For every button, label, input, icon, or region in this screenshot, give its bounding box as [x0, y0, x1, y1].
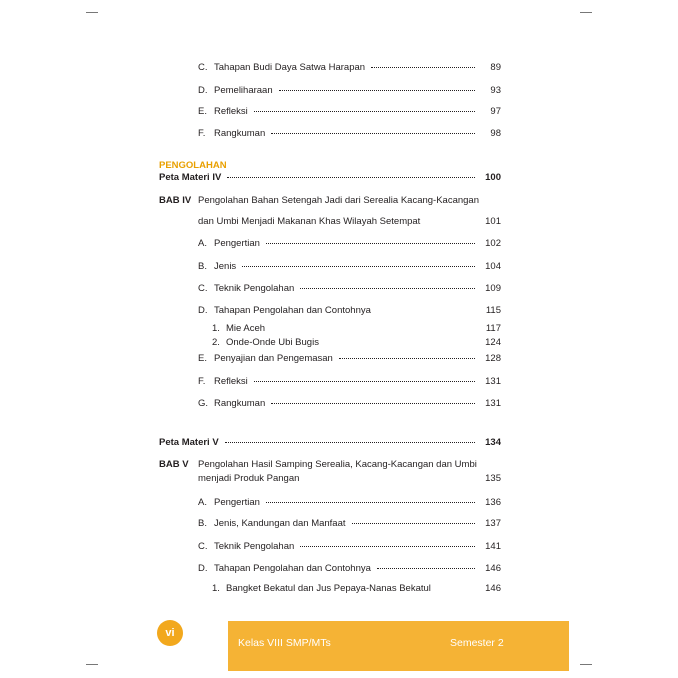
entry-number: 1.: [212, 583, 220, 594]
entry-page: 146: [485, 583, 501, 594]
entry-title: Teknik Pengolahan: [214, 541, 295, 552]
dot-leader: [242, 266, 475, 267]
entry-letter: A.: [198, 238, 207, 249]
toc-entry[interactable]: [198, 497, 501, 509]
entry-letter: E.: [198, 353, 207, 364]
entry-letter: E.: [198, 106, 207, 117]
entry-page: 89: [490, 62, 501, 73]
entry-number: 1.: [212, 323, 220, 334]
toc-entry[interactable]: [198, 518, 501, 530]
dot-leader: [279, 90, 475, 91]
page-number-badge: vi: [157, 620, 183, 646]
entry-title: Jenis, Kandungan dan Manfaat: [214, 518, 346, 529]
entry-title: Peta Materi IV: [159, 172, 222, 183]
dot-leader: [266, 502, 475, 503]
chapter-title-line: dan Umbi Menjadi Makanan Khas Wilayah Setempat: [198, 216, 421, 227]
entry-title: Penyajian dan Pengemasan: [214, 353, 333, 364]
entry-title: Peta Materi V: [159, 437, 219, 448]
toc-entry[interactable]: [198, 563, 501, 575]
entry-page: 136: [485, 497, 501, 508]
toc-entry[interactable]: [198, 376, 501, 388]
entry-number: 2.: [212, 337, 220, 348]
toc-entry[interactable]: [198, 106, 501, 118]
dot-leader: [225, 442, 475, 443]
toc-entry-chapter[interactable]: [198, 473, 501, 485]
entry-page: 124: [485, 337, 501, 348]
entry-page: 131: [485, 376, 501, 387]
entry-letter: C.: [198, 541, 208, 552]
dot-leader: [300, 546, 475, 547]
entry-page: 141: [485, 541, 501, 552]
dot-leader: [266, 243, 475, 244]
entry-title: Pengertian: [214, 238, 260, 249]
entry-title: Refleksi: [214, 376, 248, 387]
entry-page: 131: [485, 398, 501, 409]
entry-page: 117: [485, 323, 501, 334]
toc-entry[interactable]: [198, 541, 501, 553]
toc-entry[interactable]: [198, 353, 501, 365]
dot-leader: [352, 523, 475, 524]
dot-leader: [227, 177, 475, 178]
chapter-title-line[interactable]: Pengolahan Hasil Samping Serealia, Kacang-Kacangan dan Umbi: [198, 459, 477, 470]
section-header: PENGOLAHAN: [159, 160, 227, 171]
dot-leader: [271, 403, 475, 404]
entry-page: 101: [485, 216, 501, 227]
entry-letter: C.: [198, 283, 208, 294]
entry-letter: D.: [198, 85, 208, 96]
entry-letter: B.: [198, 261, 207, 272]
toc-entry[interactable]: [198, 128, 501, 140]
entry-letter: C.: [198, 62, 208, 73]
entry-letter: F.: [198, 376, 206, 387]
toc-entry[interactable]: [198, 305, 501, 317]
entry-letter: F.: [198, 128, 206, 139]
entry-page: 109: [485, 283, 501, 294]
entry-title: Refleksi: [214, 106, 248, 117]
entry-letter: A.: [198, 497, 207, 508]
entry-page: 93: [490, 85, 501, 96]
entry-letter: G.: [198, 398, 209, 409]
dot-leader: [371, 67, 475, 68]
footer-class-label: Kelas VIII SMP/MTs: [238, 637, 331, 649]
entry-page: 98: [490, 128, 501, 139]
entry-page: 102: [485, 238, 501, 249]
toc-entry[interactable]: [198, 85, 501, 97]
entry-title: Rangkuman: [214, 128, 266, 139]
entry-letter: D.: [198, 563, 208, 574]
footer-semester-label: Semester 2: [450, 637, 504, 649]
entry-title: Rangkuman: [214, 398, 266, 409]
entry-title: Pemeliharaan: [214, 85, 273, 96]
dot-leader: [339, 358, 475, 359]
entry-title: Mie Aceh: [226, 323, 266, 334]
entry-page: 128: [485, 353, 501, 364]
chapter-label: BAB V: [159, 459, 189, 470]
entry-page: 137: [485, 518, 501, 529]
entry-title: Bangket Bekatul dan Jus Pepaya-Nanas Bekatul: [226, 583, 431, 594]
dot-leader: [271, 133, 475, 134]
entry-title: Tahapan Pengolahan dan Contohnya: [214, 563, 371, 574]
toc-entry[interactable]: [198, 261, 501, 273]
dot-leader: [300, 288, 475, 289]
entry-letter: D.: [198, 305, 208, 316]
entry-page: 135: [485, 473, 501, 484]
toc-entry[interactable]: [198, 62, 501, 74]
dot-leader: [254, 111, 475, 112]
toc-subentry[interactable]: [212, 337, 501, 349]
entry-page: 115: [485, 305, 501, 316]
dot-leader: [254, 381, 475, 382]
entry-title: Onde-Onde Ubi Bugis: [226, 337, 319, 348]
chapter-title-line: menjadi Produk Pangan: [198, 473, 300, 484]
entry-page: 134: [485, 437, 501, 448]
entry-page: 97: [490, 106, 501, 117]
chapter-title-line[interactable]: Pengolahan Bahan Setengah Jadi dari Serealia Kacang-Kacangan: [198, 195, 479, 206]
entry-page: 146: [485, 563, 501, 574]
entry-title: Tahapan Pengolahan dan Contohnya: [214, 305, 371, 316]
entry-page: 104: [485, 261, 501, 272]
entry-title: Pengertian: [214, 497, 260, 508]
toc-entry[interactable]: [198, 238, 501, 250]
toc-entry-chapter[interactable]: [198, 216, 501, 228]
toc-entry[interactable]: [198, 398, 501, 410]
toc-subentry[interactable]: [212, 323, 501, 335]
toc-entry[interactable]: [198, 283, 501, 295]
toc-entry-peta-materi-iv[interactable]: [159, 172, 501, 184]
entry-page: 100: [485, 172, 501, 183]
entry-title: Jenis: [214, 261, 237, 272]
toc-entry-peta-materi-v[interactable]: [159, 437, 501, 449]
entry-letter: B.: [198, 518, 207, 529]
dot-leader: [377, 568, 475, 569]
entry-title: Tahapan Budi Daya Satwa Harapan: [214, 62, 366, 73]
toc-subentry[interactable]: [212, 583, 501, 595]
chapter-label: BAB IV: [159, 195, 192, 206]
entry-title: Teknik Pengolahan: [214, 283, 295, 294]
